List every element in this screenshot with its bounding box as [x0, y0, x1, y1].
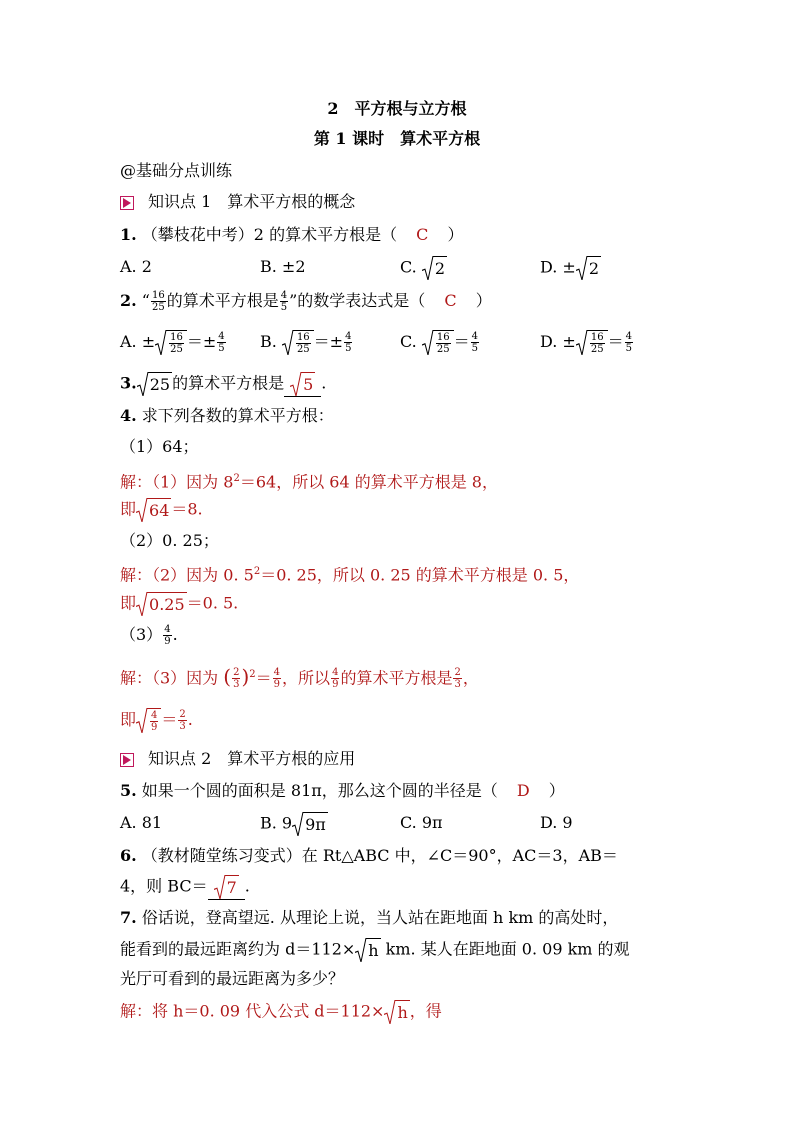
radical: $\frac{16}{25}$: [282, 330, 314, 355]
option-b-label: B. 9: [260, 813, 293, 833]
solution-text: ＝0. 25，所以 0. 25 的算术平方根是 0. 5，: [260, 565, 580, 585]
solution-text: ＝8.: [171, 499, 203, 519]
option-c: [400, 256, 447, 280]
answer: D: [516, 781, 530, 800]
solution-4-1-line-1: 解：（1）因为 $8^2=64$，所以 64 的算术平方根是 8，: [120, 472, 498, 492]
radicand: 0.25: [147, 592, 187, 616]
part-label: （3）: [120, 625, 163, 644]
solution-text: 解：（2）因为 0. 5: [120, 565, 254, 585]
fraction-4-5: $\frac{4}{5}$: [280, 290, 288, 313]
question-5-options: [120, 812, 640, 836]
option-b-label: B.: [260, 332, 277, 351]
option-a: A. 2: [120, 257, 152, 276]
quote-open: “: [141, 291, 150, 310]
solution-text: 解：（1）因为 8: [120, 472, 234, 492]
radical: 2: [422, 256, 447, 280]
radical: $\frac{16}{25}$: [155, 330, 187, 355]
solution-4-2-line-2: [120, 592, 238, 616]
answer-blank: [284, 372, 321, 397]
question-text-close: ）: [475, 291, 492, 310]
solution-text: 解：将 h＝0. 09 代入公式 d＝112×: [120, 1001, 385, 1021]
solution-4-2-line-1: 解：（2）因为 0. $5^2=0$. 25，所以 0. 25 的算术平方根是 0. 5，: [120, 565, 580, 585]
solution-text: ＝64，所以 64 的算术平方根是 8，: [239, 472, 498, 492]
solution-text: 即: [120, 710, 137, 729]
question-number: 7.: [120, 908, 137, 927]
radical: [384, 1000, 409, 1024]
question-number: 3.: [120, 373, 137, 393]
question-3: [120, 372, 326, 397]
radical: [355, 938, 380, 962]
question-7-line-2: [120, 938, 630, 962]
option-c: C. 9π: [400, 813, 443, 832]
radical: $\frac{16}{25}$: [576, 330, 608, 355]
question-number: 6.: [120, 846, 137, 865]
question-text: 4，则 BC＝: [120, 876, 208, 896]
fraction-16-25: $\frac{16}{25}$: [151, 290, 165, 313]
radical: 25: [137, 372, 172, 396]
question-text: 的算术平方根是: [166, 291, 279, 310]
question-7-line-3: 光厅可看到的最远距离为多少？: [120, 969, 345, 988]
solution-text: ＝0. 5.: [186, 593, 239, 613]
answer: C: [444, 291, 457, 310]
option-d-label: D. ±: [540, 332, 576, 351]
question-text: km. 某人在距地面 0. 09 km 的观: [380, 939, 630, 959]
solution-text: ，: [462, 668, 479, 688]
question-2: [120, 290, 492, 313]
question-4: [120, 405, 334, 427]
question-1: [120, 224, 464, 246]
radicand: h: [366, 938, 380, 962]
radicand: 64: [147, 498, 171, 522]
solution-text: 解：（3）因为: [120, 668, 219, 688]
option-b: B. ±2: [260, 257, 306, 276]
radical: [136, 498, 171, 522]
knowledge-point-1: [120, 191, 355, 213]
option-a: A. ± $\frac{16}{25}$ ＝± $\frac{4}{5}$: [120, 331, 225, 355]
question-text: 能看到的最远距离约为 d＝112×: [120, 939, 356, 959]
solution-4-3-line-2: 即 $\frac{4}{9}$ ＝ $\frac{2}{3}$ .: [120, 709, 193, 733]
radicand: h: [395, 1000, 409, 1024]
radical: [214, 875, 239, 899]
solution-text: ，得: [409, 1001, 442, 1021]
question-text-close: ）: [548, 781, 565, 800]
option-a-label: A. ±: [120, 332, 156, 351]
option-d: D. ± $\frac{16}{25}$ ＝ $\frac{4}{5}$: [540, 331, 632, 355]
radical: $\frac{4}{9}$: [136, 708, 161, 733]
radical: [136, 592, 187, 616]
solution-text: .: [187, 710, 193, 729]
radical: 2: [576, 256, 601, 280]
question-4-part-1: （1）64；: [120, 437, 199, 456]
option-b: B. $\frac{16}{25}$ ＝± $\frac{4}{5}$: [260, 331, 352, 355]
question-text: ”的数学表达式是（: [289, 291, 426, 310]
question-6-line-1: [120, 845, 618, 867]
option-d-label: D. ±: [540, 257, 576, 277]
section-training: @基础分点训练: [120, 161, 233, 180]
knowledge-point-2: [120, 748, 355, 770]
question-number: 4.: [120, 406, 137, 425]
option-d: D. 9: [540, 813, 573, 832]
radical: [290, 372, 315, 396]
option-d: [540, 256, 601, 280]
radical: 9π: [292, 812, 328, 836]
question-text: 的算术平方根是: [172, 373, 285, 393]
solution-text: 的算术平方根是: [340, 668, 453, 688]
answer: 5: [301, 372, 315, 396]
question-text: （攀枝花中考）2 的算术平方根是（: [141, 225, 398, 244]
play-marker-icon: [120, 196, 134, 210]
answer: 7: [225, 875, 239, 899]
option-a: A. 81: [120, 813, 163, 832]
play-marker-icon: [120, 753, 134, 767]
knowledge-point-2-label: 知识点 2 算术平方根的应用: [148, 749, 356, 768]
question-4-part-3: （3） $\frac{4}{9}$ .: [120, 624, 178, 647]
page-subtitle: 第 1 课时 算术平方根: [313, 129, 481, 148]
radical: $\frac{16}{25}$: [422, 330, 454, 355]
question-number: 2.: [120, 291, 137, 310]
answer: C: [416, 225, 429, 244]
option-c-label: C.: [400, 257, 417, 277]
question-5: [120, 780, 565, 802]
question-text: （教材随堂练习变式）在 Rt△ABC 中，∠C＝90°，AC＝3，AB＝: [141, 846, 618, 865]
solution-4-3-line-1: 解：（3）因为 ( $\frac{2}{3}$ )$^2$＝ $\frac{4}{9}$ ，所以 $\frac{4}{9}$ 的算术平方根是 $\frac{2}{3}$ ，: [120, 664, 479, 691]
solution-4-1-line-2: [120, 498, 203, 522]
question-4-part-2: （2）0. 25；: [120, 531, 219, 550]
question-6-line-2: [120, 875, 250, 900]
period: .: [321, 373, 327, 393]
period: .: [244, 876, 250, 896]
question-2-options: [120, 330, 660, 360]
fraction-4-9: $\frac{4}{9}$: [164, 624, 171, 647]
question-text: 俗话说，登高望远. 从理论上说，当人站在距地面 h km 的高处时，: [141, 908, 619, 927]
question-text: 如果一个圆的面积是 81π，那么这个圆的半径是（: [141, 781, 498, 800]
option-b: [260, 812, 328, 836]
option-c: C. $\frac{16}{25}$ ＝ $\frac{4}{5}$: [400, 331, 478, 355]
knowledge-point-1-label: 知识点 1 算术平方根的概念: [148, 192, 356, 211]
answer-blank: [208, 875, 245, 900]
question-number: 5.: [120, 781, 137, 800]
solution-text: ＝: [161, 710, 178, 729]
question-text-close: ）: [447, 225, 464, 244]
question-7-line-1: [120, 907, 618, 929]
question-text: 求下列各数的算术平方根：: [141, 406, 334, 425]
question-number: 1.: [120, 225, 137, 244]
solution-text: ＝: [255, 668, 272, 688]
solution-text: 即: [120, 593, 137, 613]
solution-text: ，所以: [282, 668, 331, 688]
option-c-label: C.: [400, 332, 417, 351]
solution-text: 即: [120, 499, 137, 519]
solution-7: [120, 1000, 442, 1024]
page-title: 2 平方根与立方根: [327, 99, 467, 118]
question-1-options: [120, 256, 640, 280]
